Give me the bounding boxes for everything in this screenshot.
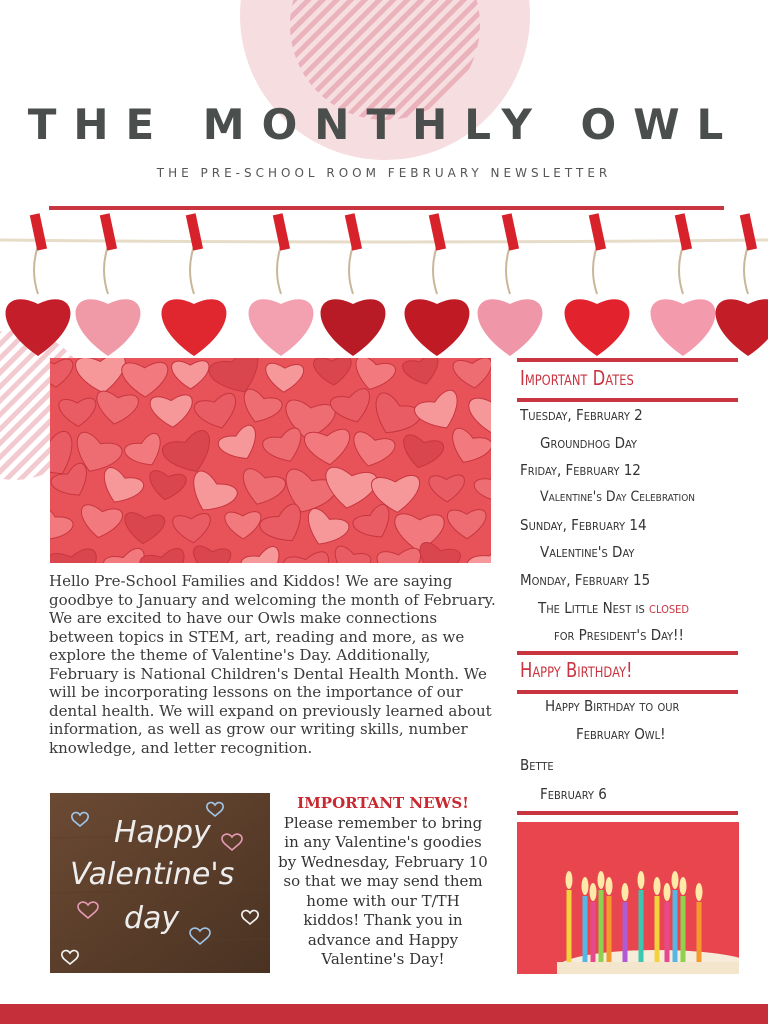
candle-icon [673, 890, 678, 962]
date-line: Sunday, February 14 [520, 516, 647, 534]
birthday-name: Bette [520, 756, 554, 774]
flame-icon [654, 877, 661, 895]
cookie-heart-icon [399, 434, 445, 473]
birthday-bottom-rule [517, 690, 738, 694]
dates-heading: Important Dates [520, 366, 634, 390]
cookie-heart-icon [376, 547, 423, 563]
cookie-heart-icon [265, 363, 304, 393]
cookie-heart-icon [160, 428, 219, 480]
cookie-heart-icon [193, 392, 242, 434]
card-word-3: day [124, 901, 180, 936]
cookie-heart-icon [75, 358, 128, 396]
bottom-bar [0, 1004, 768, 1024]
candle-icon [623, 902, 628, 962]
cookie-heart-icon [171, 361, 209, 390]
cookie-heart-icon [414, 541, 462, 563]
garland-heart-icon [162, 213, 227, 356]
important-news [278, 794, 488, 970]
card-word-1: Happy [114, 815, 211, 850]
heart-cookies-image [50, 358, 491, 563]
date-line: Tuesday, February 2 [520, 406, 643, 424]
newsletter-subtitle: THE PRE-SCHOOL ROOM FEBRUARY NEWSLETTER [156, 166, 612, 180]
flame-icon [696, 883, 703, 901]
cookie-heart-icon [150, 394, 194, 428]
cookie-heart-icon [299, 506, 351, 552]
birthday-top-rule [517, 651, 738, 655]
cookie-heart-icon [329, 544, 373, 563]
birthday-end-rule [517, 811, 738, 815]
candle-icon [583, 896, 588, 962]
card-word-2: Valentine's [70, 857, 235, 892]
news-text: Please remember to bring in any Valentine's goodies by Wednesday, February 10 so that we may send them home with our T/TH kiddos! Thank you in advance and Happy Valentine's Day! [278, 813, 488, 968]
cookie-heart-icon [469, 397, 491, 436]
date-line: Friday, February 12 [520, 461, 641, 479]
cookie-heart-icon [321, 466, 378, 512]
news-title: IMPORTANT NEWS! [297, 794, 469, 812]
cookie-heart-icon [329, 387, 377, 428]
candle-icon [639, 890, 644, 962]
cookie-heart-icon [138, 547, 190, 563]
garland-heart-icon [565, 213, 630, 356]
cookie-heart-icon [94, 390, 140, 427]
date-line: Monday, February 15 [520, 571, 651, 589]
candle-icon [665, 902, 670, 962]
cookie-heart-icon [283, 551, 333, 563]
birthday-message: Happy Birthday to our [545, 697, 680, 715]
garland-heart-icon [249, 213, 314, 356]
intro-paragraph: Hello Pre-School Families and Kiddos! We are saying goodbye to January and welcoming the month of February. We are excited to have our Owls make connections between topics in STEM, art, reading and more, as we explore the theme of Valentine's Day. Additionally, February is National Children's Dental Health Month. We will be incorporating lessons on the importance of our dental health. We will expand on previously learned about information, as well as grow our writing skills, number knowledge, and letter recognition. [49, 572, 496, 757]
flame-icon [598, 871, 605, 889]
cookie-heart-icon [452, 358, 491, 390]
candle-icon [599, 890, 604, 962]
cookie-heart-icon [394, 513, 445, 552]
birthday-date: February 6 [540, 785, 607, 803]
heart-garland-image [0, 210, 768, 360]
closed-text: closed [649, 599, 690, 617]
cookie-heart-icon [444, 426, 491, 470]
event-line: Groundhog Day [540, 434, 637, 452]
cookie-heart-icon [122, 362, 169, 397]
cookie-heart-icon [225, 512, 262, 540]
cookie-heart-icon [172, 513, 212, 544]
cookie-heart-icon [50, 359, 74, 389]
dates-top-rule [517, 358, 738, 362]
cookie-heart-icon [95, 466, 145, 511]
candle-icon [607, 896, 612, 962]
cookie-heart-icon [239, 545, 287, 563]
flame-icon [606, 877, 613, 895]
garland-heart-icon [405, 213, 470, 356]
garland-heart-icon [321, 213, 386, 356]
cookie-heart-icon [429, 475, 465, 503]
event-line: Valentine's Day [540, 543, 635, 561]
cookie-heart-icon [216, 423, 265, 467]
dates-bottom-rule [517, 398, 738, 402]
cookie-heart-icon [123, 512, 165, 545]
cookie-heart-icon [348, 430, 396, 471]
cookie-heart-icon [50, 548, 100, 563]
flame-icon [622, 883, 629, 901]
garland-heart-icon [6, 213, 71, 356]
cookie-heart-icon [304, 428, 353, 467]
cookie-heart-icon [59, 398, 97, 428]
candle-icon [681, 896, 686, 962]
flame-icon [672, 871, 679, 889]
candle-icon [697, 902, 702, 962]
candle-icon [655, 896, 660, 962]
newsletter-title: THE MONTHLY OWL [27, 100, 741, 149]
garland-heart-icon [76, 213, 141, 356]
garland-heart-icon [478, 213, 543, 356]
cookie-heart-icon [50, 504, 75, 549]
cookie-heart-icon [237, 387, 284, 429]
flame-icon [664, 883, 671, 901]
event-text: The Little Nest is [538, 599, 650, 617]
garland-heart-icon [651, 213, 716, 356]
birthday-heading: Happy Birthday! [520, 658, 633, 682]
cookie-heart-icon [447, 509, 486, 539]
flame-icon [590, 883, 597, 901]
birthday-cake-image [517, 822, 739, 974]
cookie-heart-icon [350, 358, 397, 395]
candle-icon [591, 902, 596, 962]
event-line: for President's Day!! [554, 626, 684, 644]
event-line [538, 599, 689, 617]
candle-icon [567, 890, 572, 962]
flame-icon [582, 877, 589, 895]
cookie-heart-icon [473, 469, 491, 508]
cookie-heart-icon [236, 467, 287, 511]
event-line: Valentine's Day Celebration [540, 489, 696, 505]
birthday-message: February Owl! [576, 725, 666, 743]
cookie-heart-icon [78, 504, 124, 541]
flame-icon [566, 871, 573, 889]
cookie-heart-icon [313, 358, 352, 386]
valentines-chalkboard-image [50, 793, 270, 973]
flame-icon [680, 877, 687, 895]
cookie-heart-icon [146, 470, 187, 503]
garland-heart-icon [716, 213, 768, 356]
cookie-heart-icon [465, 540, 491, 563]
cookie-heart-icon [191, 545, 232, 563]
flame-icon [638, 871, 645, 889]
cookie-heart-icon [123, 431, 169, 473]
cookie-heart-icon [401, 358, 443, 389]
